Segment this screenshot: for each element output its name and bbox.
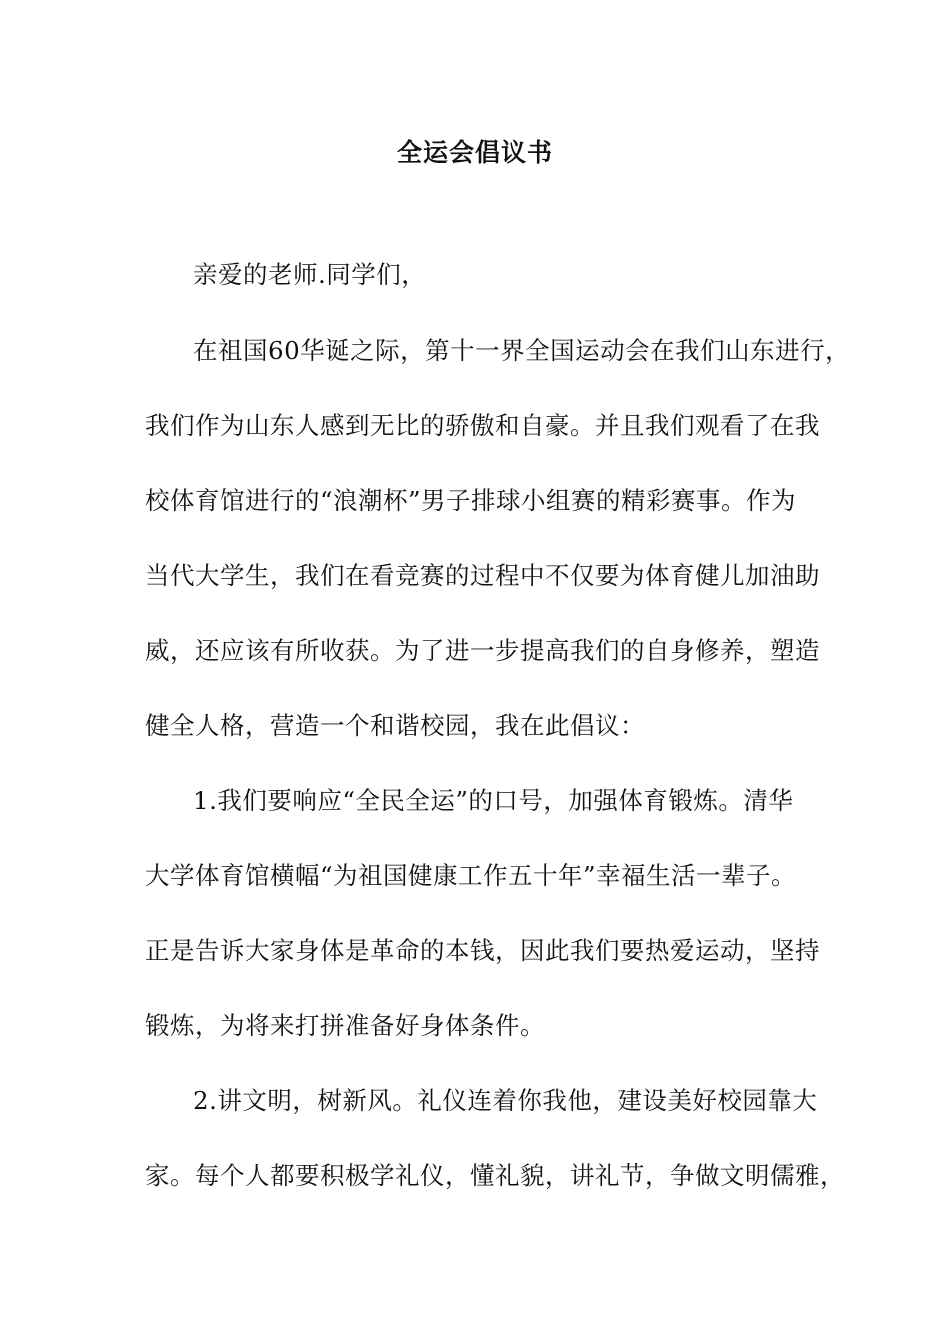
paragraph-line: 威，还应该有所收获。为了进一步提高我们的自身修养，塑造: [145, 636, 820, 665]
paragraph-line: 校体育馆进行的“浪潮杯”男子排球小组赛的精彩赛事。作为: [145, 486, 797, 515]
list-item-line: 家。每个人都要积极学礼仪，懂礼貌，讲礼节，争做文明儒雅，: [145, 1161, 845, 1190]
paragraph-line: 我们作为山东人感到无比的骄傲和自豪。并且我们观看了在我: [145, 411, 820, 440]
list-item-line: 2.讲文明，树新风。礼仪连着你我他，建设美好校园靠大: [193, 1086, 818, 1115]
salutation-line: 亲爱的老师.同学们，: [193, 260, 427, 289]
list-item-line: 正是告诉大家身体是革命的本钱，因此我们要热爱运动，坚持: [145, 936, 820, 965]
list-item-line: 大学体育馆横幅“为祖国健康工作五十年”幸福生活一辈子。: [145, 861, 797, 890]
paragraph-line: 在祖国60华诞之际，第十一界全国运动会在我们山东进行，: [193, 336, 851, 365]
document-title: 全运会倡议书: [396, 138, 553, 167]
list-item-line: 锻炼，为将来打拼准备好身体条件。: [145, 1011, 545, 1040]
paragraph-line: 健全人格，营造一个和谐校园，我在此倡议：: [145, 711, 645, 740]
list-item-line: 1.我们要响应“全民全运”的口号，加强体育锻炼。清华: [193, 786, 794, 815]
paragraph-line: 当代大学生，我们在看竞赛的过程中不仅要为体育健儿加油助: [145, 561, 820, 590]
